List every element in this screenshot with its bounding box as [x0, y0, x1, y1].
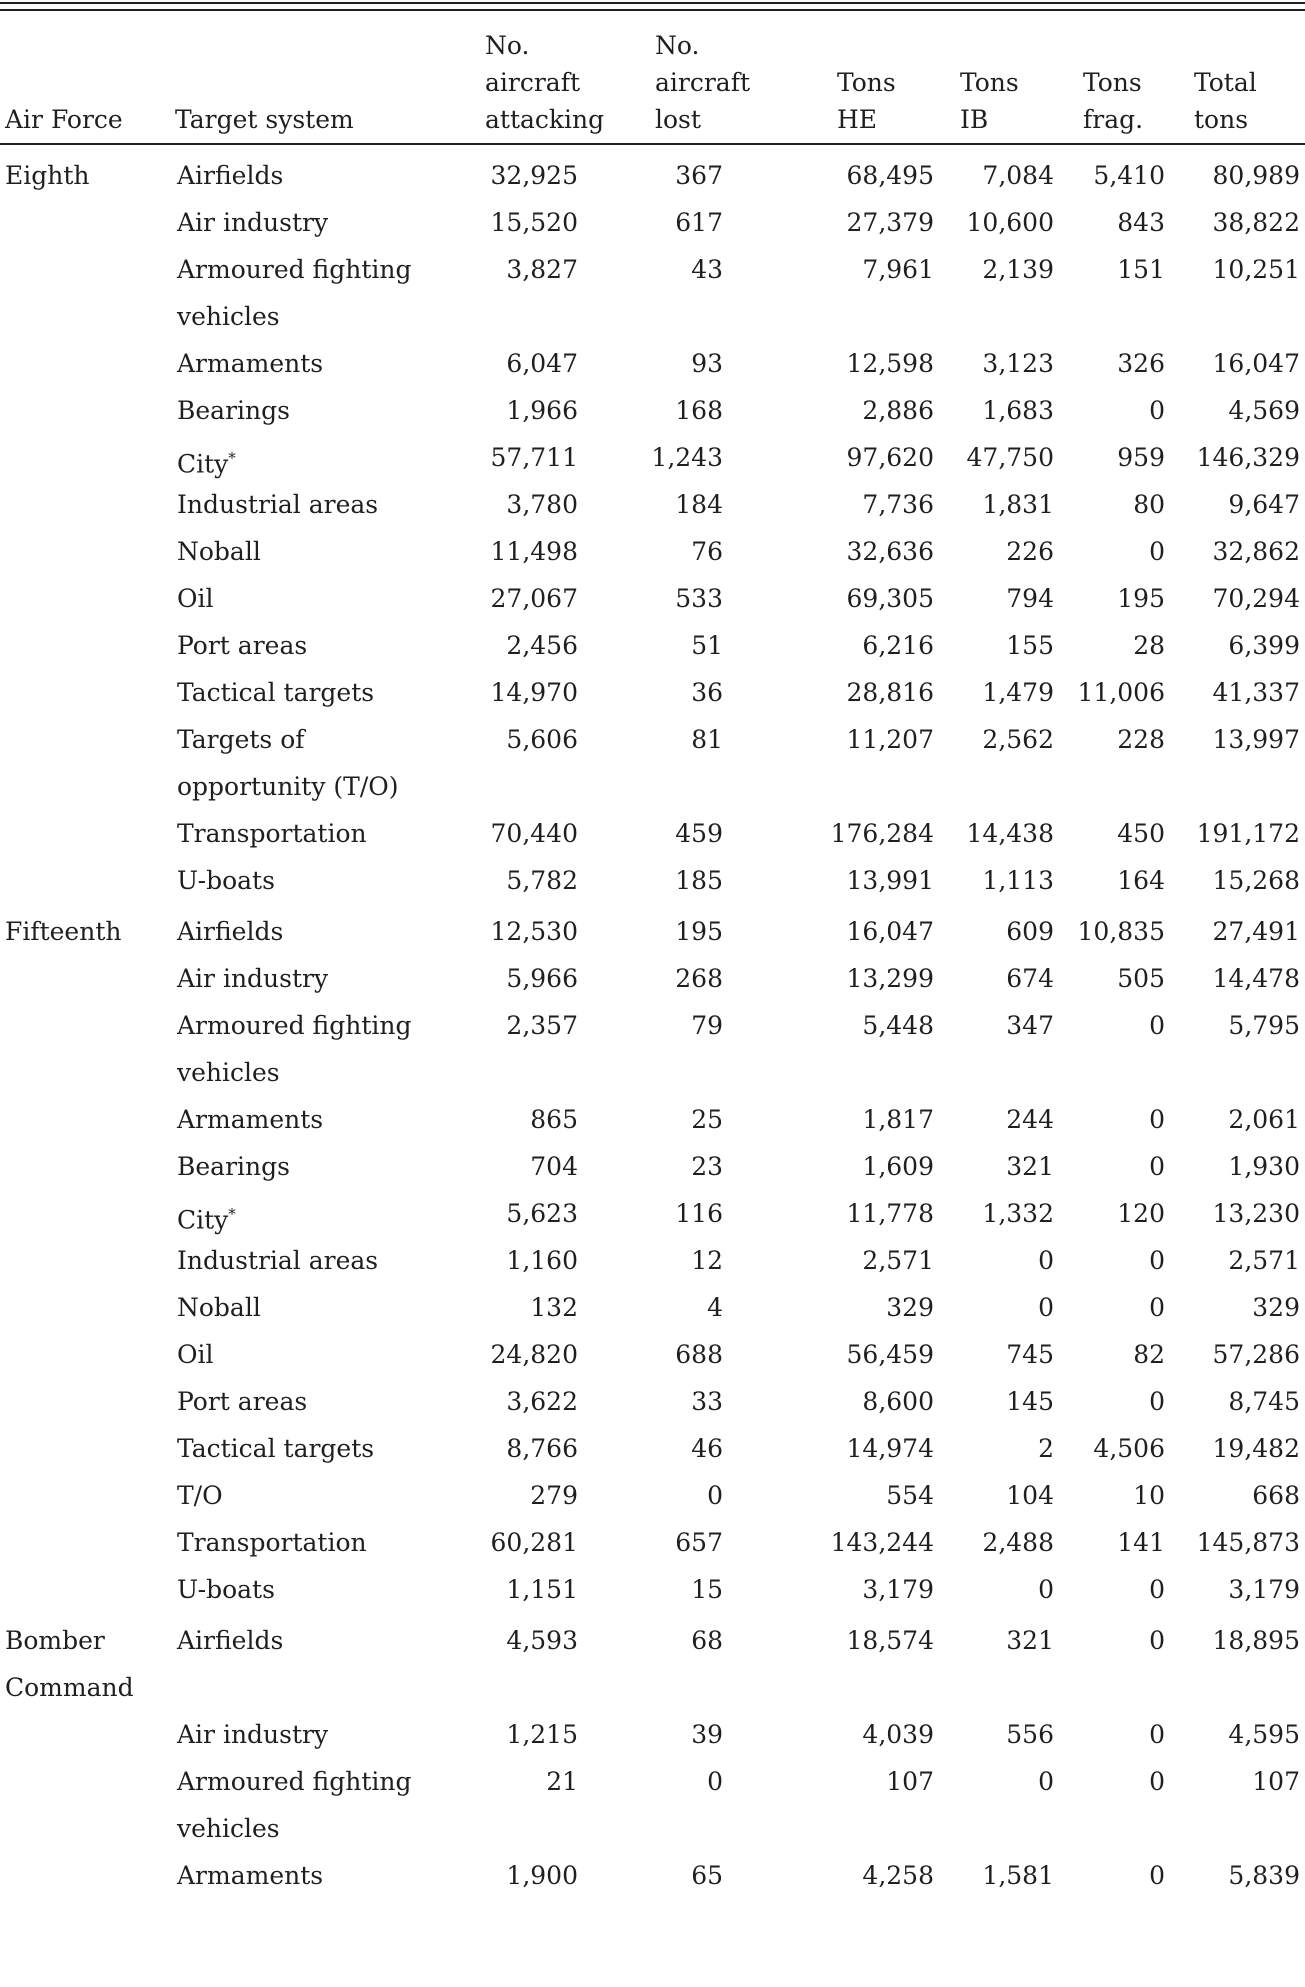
cell-ib: 0 [1038, 1575, 1054, 1604]
cell-attacking: 3,827 [506, 255, 578, 284]
cell-frag: 0 [1149, 1105, 1165, 1134]
footnote-marker: * [228, 449, 236, 467]
cell-total: 38,822 [1212, 208, 1300, 237]
cell-frag: 4,506 [1093, 1434, 1165, 1463]
cell-target-system: Transportation [177, 1528, 367, 1557]
cell-target-system: Armoured fighting [177, 1767, 412, 1796]
cell-he: 6,216 [862, 631, 934, 660]
header-aircraft-lost-line3: lost [655, 105, 701, 134]
cell-total: 5,839 [1228, 1861, 1300, 1890]
cell-attacking: 1,160 [506, 1246, 578, 1275]
cell-target-system-line2: vehicles [177, 1058, 280, 1087]
cell-attacking: 865 [530, 1105, 578, 1134]
cell-target-system: Air industry [177, 208, 329, 237]
cell-lost: 43 [691, 255, 723, 284]
cell-target-system: City* [177, 449, 236, 479]
cell-target-system: Targets of [177, 725, 305, 754]
cell-lost: 367 [675, 161, 723, 190]
cell-lost: 33 [691, 1387, 723, 1416]
header-tons-he-line2: HE [837, 105, 878, 134]
cell-he: 4,258 [862, 1861, 934, 1890]
cell-frag: 11,006 [1077, 678, 1165, 707]
cell-lost: 25 [691, 1105, 723, 1134]
cell-lost: 533 [675, 584, 723, 613]
cell-he: 7,736 [862, 490, 934, 519]
cell-attacking: 279 [530, 1481, 578, 1510]
cell-target-system: Air industry [177, 964, 329, 993]
cell-target-system: Noball [177, 1293, 261, 1322]
cell-ib: 0 [1038, 1293, 1054, 1322]
cell-attacking: 5,623 [506, 1199, 578, 1228]
cell-lost: 168 [675, 396, 723, 425]
header-tons-ib-line2: IB [960, 105, 989, 134]
cell-he: 12,598 [846, 349, 934, 378]
cell-air-force: Eighth [5, 161, 90, 190]
cell-ib: 1,581 [982, 1861, 1054, 1890]
cell-target-system: Oil [177, 584, 214, 613]
cell-frag: 0 [1149, 1011, 1165, 1040]
cell-attacking: 3,780 [506, 490, 578, 519]
cell-attacking: 5,966 [506, 964, 578, 993]
header-target-system: Target system [175, 105, 354, 134]
cell-frag: 0 [1149, 1293, 1165, 1322]
cell-ib: 556 [1006, 1720, 1054, 1749]
cell-target-system: Airfields [177, 161, 284, 190]
cell-ib: 1,831 [982, 490, 1054, 519]
cell-ib: 609 [1006, 917, 1054, 946]
cell-he: 329 [886, 1293, 934, 1322]
cell-he: 176,284 [830, 819, 934, 848]
cell-attacking: 21 [546, 1767, 578, 1796]
cell-he: 554 [886, 1481, 934, 1510]
cell-total: 107 [1252, 1767, 1300, 1796]
cell-ib: 14,438 [966, 819, 1054, 848]
cell-lost: 15 [691, 1575, 723, 1604]
cell-ib: 10,600 [966, 208, 1054, 237]
cell-he: 1,609 [862, 1152, 934, 1181]
cell-attacking: 32,925 [490, 161, 578, 190]
cell-ib: 0 [1038, 1246, 1054, 1275]
cell-total: 668 [1252, 1481, 1300, 1510]
header-aircraft-lost [655, 27, 750, 138]
cell-attacking: 60,281 [490, 1528, 578, 1557]
cell-target-system: Bearings [177, 396, 290, 425]
cell-total: 145,873 [1196, 1528, 1300, 1557]
cell-attacking: 57,711 [490, 443, 578, 472]
cell-attacking: 2,357 [506, 1011, 578, 1040]
cell-target-system: City* [177, 1205, 236, 1235]
cell-target-system: Airfields [177, 1626, 284, 1655]
cell-frag: 82 [1133, 1340, 1165, 1369]
cell-target-system-line2: vehicles [177, 1814, 280, 1843]
cell-he: 7,961 [862, 255, 934, 284]
footnote-marker: * [228, 1205, 236, 1223]
header-air-force: Air Force [5, 105, 123, 134]
cell-total: 16,047 [1212, 349, 1300, 378]
cell-total: 15,268 [1212, 866, 1300, 895]
cell-he: 16,047 [846, 917, 934, 946]
cell-lost: 46 [691, 1434, 723, 1463]
header-total-tons [1194, 64, 1257, 138]
cell-he: 18,574 [846, 1626, 934, 1655]
cell-lost: 65 [691, 1861, 723, 1890]
cell-frag: 228 [1117, 725, 1165, 754]
cell-ib: 674 [1006, 964, 1054, 993]
cell-total: 13,230 [1212, 1199, 1300, 1228]
cell-target-system: Armaments [177, 349, 324, 378]
cell-frag: 843 [1117, 208, 1165, 237]
cell-frag: 959 [1117, 443, 1165, 472]
cell-attacking: 5,606 [506, 725, 578, 754]
cell-attacking: 8,766 [506, 1434, 578, 1463]
cell-frag: 164 [1117, 866, 1165, 895]
cell-attacking: 1,966 [506, 396, 578, 425]
cell-he: 97,620 [846, 443, 934, 472]
cell-total: 5,795 [1228, 1011, 1300, 1040]
cell-target-system: Armaments [177, 1861, 324, 1890]
cell-target-system: Noball [177, 537, 261, 566]
cell-frag: 505 [1117, 964, 1165, 993]
cell-frag: 141 [1117, 1528, 1165, 1557]
cell-attacking: 11,498 [490, 537, 578, 566]
cell-lost: 0 [707, 1481, 723, 1510]
cell-target-system: Port areas [177, 631, 308, 660]
cell-he: 27,379 [846, 208, 934, 237]
cell-frag: 0 [1149, 1152, 1165, 1181]
header-total-tons-line1: Total [1194, 68, 1257, 97]
header-tons-he [837, 64, 896, 138]
cell-he: 143,244 [830, 1528, 934, 1557]
cell-lost: 185 [675, 866, 723, 895]
cell-target-system: Air industry [177, 1720, 329, 1749]
header-aircraft-attacking-line3: attacking [485, 105, 605, 134]
cell-total: 57,286 [1212, 1340, 1300, 1369]
cell-he: 2,886 [862, 396, 934, 425]
cell-frag: 0 [1149, 1861, 1165, 1890]
cell-lost: 76 [691, 537, 723, 566]
cell-ib: 1,479 [982, 678, 1054, 707]
cell-target-system: Armaments [177, 1105, 324, 1134]
cell-attacking: 27,067 [490, 584, 578, 613]
cell-attacking: 2,456 [506, 631, 578, 660]
cell-attacking: 1,900 [506, 1861, 578, 1890]
cell-ib: 3,123 [982, 349, 1054, 378]
cell-attacking: 5,782 [506, 866, 578, 895]
cell-target-system-line2: opportunity (T/O) [177, 772, 399, 801]
cell-ib: 321 [1006, 1626, 1054, 1655]
cell-ib: 794 [1006, 584, 1054, 613]
header-aircraft-lost-line1: No. [655, 31, 700, 60]
cell-he: 13,991 [846, 866, 934, 895]
cell-lost: 39 [691, 1720, 723, 1749]
cell-total: 2,061 [1228, 1105, 1300, 1134]
cell-attacking: 70,440 [490, 819, 578, 848]
cell-lost: 0 [707, 1767, 723, 1796]
cell-total: 146,329 [1196, 443, 1300, 472]
cell-ib: 244 [1006, 1105, 1054, 1134]
cell-total: 13,997 [1212, 725, 1300, 754]
cell-frag: 0 [1149, 1387, 1165, 1416]
cell-total: 8,745 [1228, 1387, 1300, 1416]
cell-target-system: Oil [177, 1340, 214, 1369]
cell-attacking: 1,215 [506, 1720, 578, 1749]
cell-ib: 7,084 [982, 161, 1054, 190]
cell-frag: 10,835 [1077, 917, 1165, 946]
cell-target-system: U-boats [177, 866, 275, 895]
cell-lost: 116 [675, 1199, 723, 1228]
cell-ib: 155 [1006, 631, 1054, 660]
table-header-rule [0, 143, 1305, 145]
cell-he: 28,816 [846, 678, 934, 707]
cell-target-system: Armoured fighting [177, 1011, 412, 1040]
cell-target-system: Tactical targets [177, 678, 375, 707]
cell-frag: 326 [1117, 349, 1165, 378]
cell-he: 1,817 [862, 1105, 934, 1134]
cell-total: 80,989 [1212, 161, 1300, 190]
table-top-rule-2 [0, 9, 1305, 11]
header-aircraft-attacking [485, 27, 604, 138]
cell-air-force: Fifteenth [5, 917, 122, 946]
cell-ib: 1,683 [982, 396, 1054, 425]
cell-frag: 10 [1133, 1481, 1165, 1510]
cell-frag: 0 [1149, 1575, 1165, 1604]
cell-frag: 195 [1117, 584, 1165, 613]
cell-frag: 0 [1149, 1767, 1165, 1796]
header-tons-frag-line1: Tons [1083, 68, 1142, 97]
cell-lost: 93 [691, 349, 723, 378]
cell-lost: 36 [691, 678, 723, 707]
cell-total: 41,337 [1212, 678, 1300, 707]
cell-frag: 0 [1149, 1246, 1165, 1275]
cell-he: 14,974 [846, 1434, 934, 1463]
cell-lost: 688 [675, 1340, 723, 1369]
table-top-rule [0, 2, 1305, 4]
cell-lost: 268 [675, 964, 723, 993]
cell-total: 10,251 [1212, 255, 1300, 284]
header-aircraft-attacking-line2: aircraft [485, 68, 581, 97]
cell-frag: 0 [1149, 1626, 1165, 1655]
cell-frag: 450 [1117, 819, 1165, 848]
header-total-tons-line2: tons [1194, 105, 1249, 134]
cell-attacking: 4,593 [506, 1626, 578, 1655]
cell-lost: 1,243 [651, 443, 723, 472]
cell-lost: 12 [691, 1246, 723, 1275]
cell-he: 2,571 [862, 1246, 934, 1275]
cell-he: 4,039 [862, 1720, 934, 1749]
header-tons-frag-line2: frag. [1083, 105, 1144, 134]
cell-ib: 2 [1038, 1434, 1054, 1463]
cell-lost: 79 [691, 1011, 723, 1040]
cell-frag: 120 [1117, 1199, 1165, 1228]
cell-total: 14,478 [1212, 964, 1300, 993]
cell-attacking: 3,622 [506, 1387, 578, 1416]
cell-lost: 617 [675, 208, 723, 237]
cell-attacking: 6,047 [506, 349, 578, 378]
header-tons-ib-line1: Tons [960, 68, 1019, 97]
cell-attacking: 12,530 [490, 917, 578, 946]
header-aircraft-lost-line2: aircraft [655, 68, 751, 97]
cell-attacking: 704 [530, 1152, 578, 1181]
cell-attacking: 14,970 [490, 678, 578, 707]
cell-target-system-line2: vehicles [177, 302, 280, 331]
cell-ib: 2,488 [982, 1528, 1054, 1557]
cell-frag: 5,410 [1093, 161, 1165, 190]
cell-target-system: T/O [177, 1481, 223, 1510]
cell-frag: 0 [1149, 1720, 1165, 1749]
cell-lost: 195 [675, 917, 723, 946]
cell-he: 8,600 [862, 1387, 934, 1416]
cell-he: 3,179 [862, 1575, 934, 1604]
cell-total: 329 [1252, 1293, 1300, 1322]
cell-total: 18,895 [1212, 1626, 1300, 1655]
cell-ib: 145 [1006, 1387, 1054, 1416]
cell-total: 191,172 [1196, 819, 1300, 848]
cell-frag: 0 [1149, 537, 1165, 566]
cell-lost: 81 [691, 725, 723, 754]
cell-ib: 321 [1006, 1152, 1054, 1181]
cell-lost: 51 [691, 631, 723, 660]
cell-lost: 23 [691, 1152, 723, 1181]
cell-frag: 80 [1133, 490, 1165, 519]
cell-ib: 1,332 [982, 1199, 1054, 1228]
cell-he: 11,778 [846, 1199, 934, 1228]
cell-target-system: U-boats [177, 1575, 275, 1604]
cell-total: 27,491 [1212, 917, 1300, 946]
cell-target-system: Industrial areas [177, 1246, 379, 1275]
cell-total: 4,569 [1228, 396, 1300, 425]
cell-total: 32,862 [1212, 537, 1300, 566]
cell-ib: 47,750 [966, 443, 1054, 472]
cell-target-system: Airfields [177, 917, 284, 946]
cell-ib: 745 [1006, 1340, 1054, 1369]
header-aircraft-attacking-line1: No. [485, 31, 530, 60]
cell-target-system: Bearings [177, 1152, 290, 1181]
cell-total: 70,294 [1212, 584, 1300, 613]
cell-he: 11,207 [846, 725, 934, 754]
cell-lost: 657 [675, 1528, 723, 1557]
cell-ib: 2,562 [982, 725, 1054, 754]
cell-ib: 2,139 [982, 255, 1054, 284]
cell-target-system: Industrial areas [177, 490, 379, 519]
cell-he: 5,448 [862, 1011, 934, 1040]
cell-attacking: 24,820 [490, 1340, 578, 1369]
cell-ib: 0 [1038, 1767, 1054, 1796]
cell-he: 69,305 [846, 584, 934, 613]
cell-attacking: 1,151 [506, 1575, 578, 1604]
cell-he: 13,299 [846, 964, 934, 993]
cell-ib: 104 [1006, 1481, 1054, 1510]
cell-air-force: Bomber [5, 1626, 105, 1655]
cell-total: 3,179 [1228, 1575, 1300, 1604]
cell-frag: 0 [1149, 396, 1165, 425]
cell-he: 56,459 [846, 1340, 934, 1369]
cell-attacking: 132 [530, 1293, 578, 1322]
cell-lost: 459 [675, 819, 723, 848]
cell-ib: 347 [1006, 1011, 1054, 1040]
header-tons-frag [1083, 64, 1143, 138]
cell-lost: 4 [707, 1293, 723, 1322]
cell-target-system: Port areas [177, 1387, 308, 1416]
cell-target-system: Tactical targets [177, 1434, 375, 1463]
header-tons-he-line1: Tons [837, 68, 896, 97]
cell-attacking: 15,520 [490, 208, 578, 237]
cell-he: 68,495 [846, 161, 934, 190]
cell-frag: 28 [1133, 631, 1165, 660]
cell-ib: 1,113 [982, 866, 1054, 895]
cell-he: 32,636 [846, 537, 934, 566]
cell-total: 2,571 [1228, 1246, 1300, 1275]
header-tons-ib [960, 64, 1019, 138]
cell-he: 107 [886, 1767, 934, 1796]
cell-lost: 68 [691, 1626, 723, 1655]
cell-ib: 226 [1006, 537, 1054, 566]
cell-total: 19,482 [1212, 1434, 1300, 1463]
cell-target-system: Armoured fighting [177, 255, 412, 284]
cell-target-system: Transportation [177, 819, 367, 848]
cell-air-force-line2: Command [5, 1673, 134, 1702]
cell-total: 6,399 [1228, 631, 1300, 660]
cell-total: 4,595 [1228, 1720, 1300, 1749]
cell-lost: 184 [675, 490, 723, 519]
cell-total: 1,930 [1228, 1152, 1300, 1181]
cell-total: 9,647 [1228, 490, 1300, 519]
cell-frag: 151 [1117, 255, 1165, 284]
